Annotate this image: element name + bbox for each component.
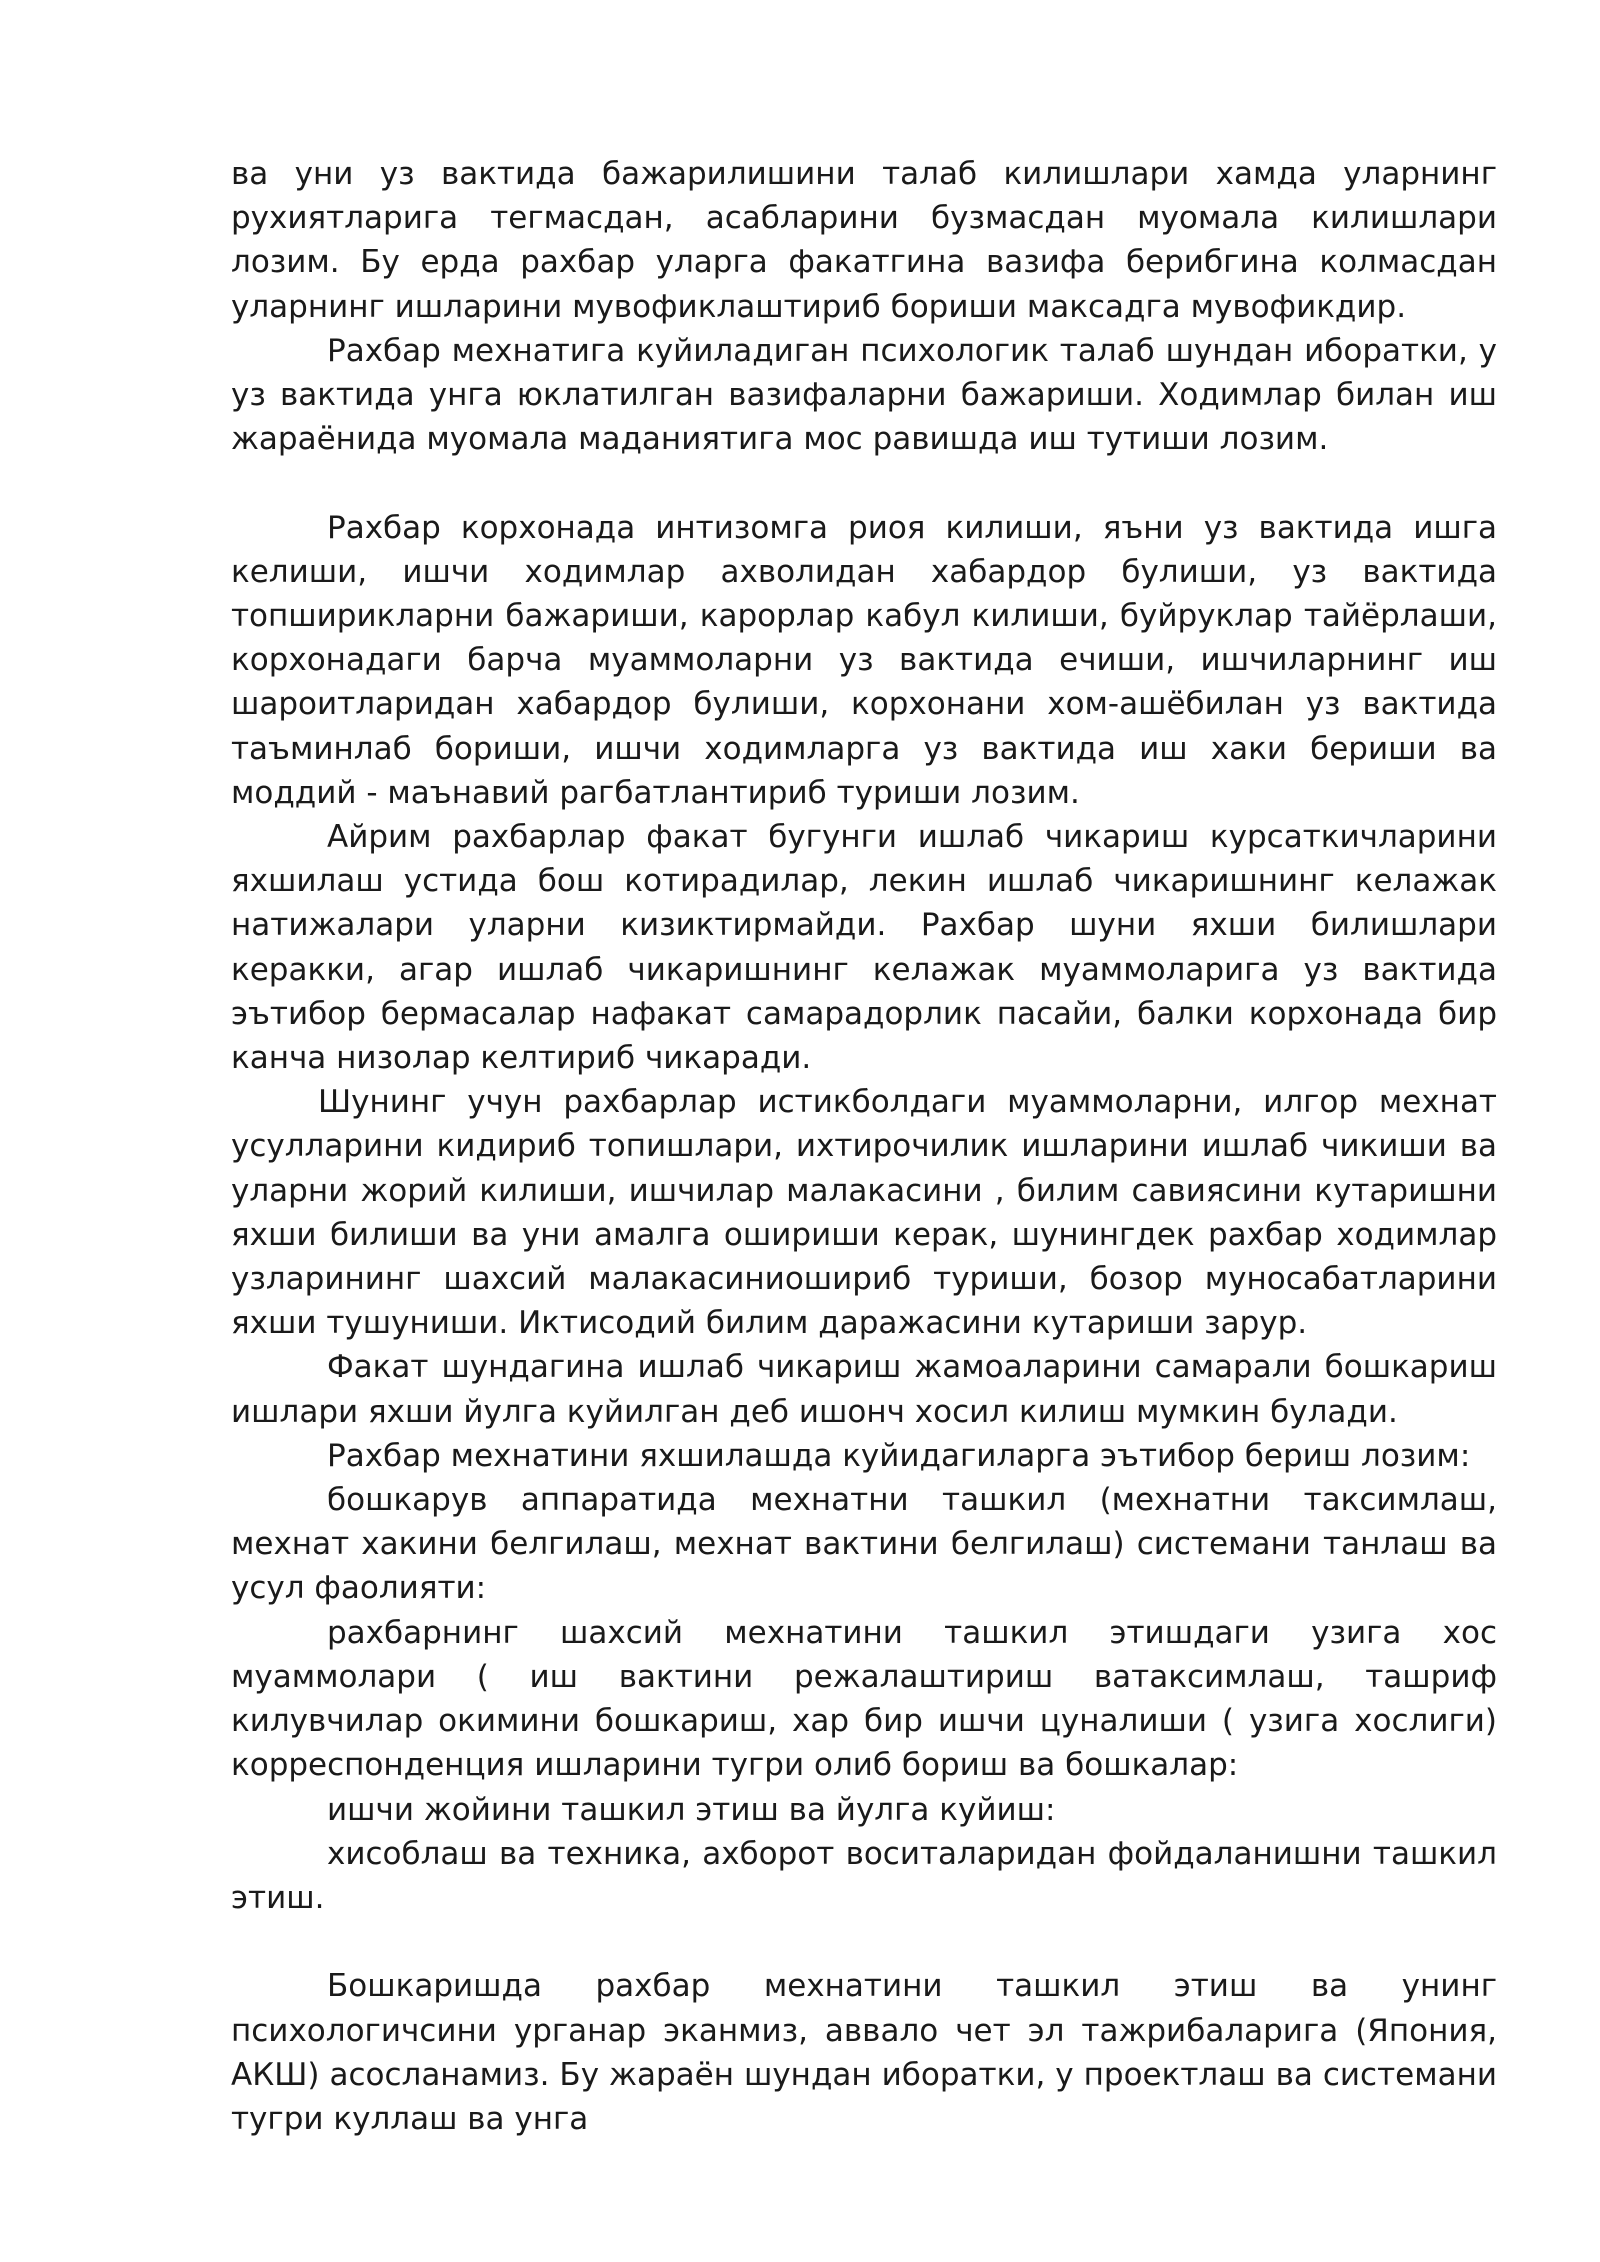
list-item-2: рахбарнинг шахсий мехнатини ташкил этишдаги узига хос муаммолари ( иш вактини режалаштириш ватаксимлаш, ташриф килувчилар окимини бошкариш, хар бир ишчи цуналиши ( узига хослиги) корреспонденция ишларини тугри олиб бориш ва бошкалар: [231, 1614, 1497, 1784]
paragraph-1: ва уни уз вактида бажарилишини талаб килишлари хамда уларнинг рухиятларига тегмасдан, асабларини бузмасдан муомала килишлари лозим. Бу ерда рахбар уларга факатгина вазифа берибгина колмасдан уларнинг ишларини мувофиклаштириб бориши максадга мувофикдир. [231, 156, 1497, 325]
list-item-3: ишчи жойини ташкил этиш ва йулга куйиш: [327, 1791, 1056, 1828]
paragraph-7: Рахбар мехнатини яхшилашда куйидагиларга эътибор бериш лозим: [327, 1437, 1471, 1474]
list-item-1: бошкарув аппаратида мехнатни ташкил (мехнатни таксимлаш, мехнат хакини белгилаш, мехнат вактини белгилаш) системани танлаш ва усул фаолияти: [231, 1482, 1497, 1607]
paragraph-3: Рахбар корхонада интизомга риоя килиши, яъни уз вактида ишга келиши, ишчи ходимлар ахволидан хабардор булиши, уз вактида топширикларни бажариши, карорлар кабул килиши, буйруклар тайёрлаши, корхонадаги барча муаммоларни уз вактида ечиши, ишчиларнинг иш шароитларидан хабардор булиши, корхонани хом-ашёбилан уз вактида таъминлаб бориши, ишчи ходимларга уз вактида иш хаки бериши ва моддий - маънавий рагбатлантириб туриши лозим. [231, 509, 1497, 811]
paragraph-6: Факат шундагина ишлаб чикариш жамоаларини самарали бошкариш ишлари яхши йулга куйилган деб ишонч хосил килиш мумкин булади. [231, 1349, 1497, 1430]
document-body [231, 152, 1497, 2141]
list-item-4: хисоблаш ва техника, ахборот воситаларидан фойдаланишни ташкил этиш. [231, 1835, 1497, 1916]
paragraph-5: Шунинг учун рахбарлар истикболдаги муаммоларни, илгор мехнат усулларини кидириб топишлари, ихтирочилик ишларини ишлаб чикиши ва уларни жорий килиши, ишчилар малакасини , билим савиясини кутаришни яхши билиши ва уни амалга ошириши керак, шунингдек рахбар ходимлар узларининг шахсий малакасиниошириб туриши, бозор муносабатларини яхши тушуниши. Иктисодий билим даражасини кутариши зарур. [231, 1084, 1497, 1342]
paragraph-4: Айрим рахбарлар факат бугунги ишлаб чикариш курсаткичларини яхшилаш устида бош котирадилар, лекин ишлаб чикаришнинг келажак натижалари уларни кизиктирмайди. Рахбар шуни яхши билишлари керакки, агар ишлаб чикаришнинг келажак муаммоларига уз вактида эътибор бермасалар нафакат самарадорлик пасайи, балки корхонада бир канча низолар келтириб чикаради. [231, 819, 1497, 1077]
paragraph-2: Рахбар мехнатига куйиладиган психологик талаб шундан иборатки, у уз вактида унга юклатилган вазифаларни бажариши. Ходимлар билан иш жараёнида муомала маданиятига мос равишда иш тутиши лозим. [231, 332, 1497, 458]
blank-line [231, 461, 1497, 505]
paragraph-8: Бошкаришда рахбар мехнатини ташкил этиш ва унинг психологичсини урганар эканмиз, аввало чет эл тажрибаларига (Япония, АКШ) асосланамиз. Бу жараён шундан иборатки, у проектлаш ва системани тугри куллаш ва унга [231, 1968, 1497, 2137]
blank-line [231, 1920, 1497, 1964]
